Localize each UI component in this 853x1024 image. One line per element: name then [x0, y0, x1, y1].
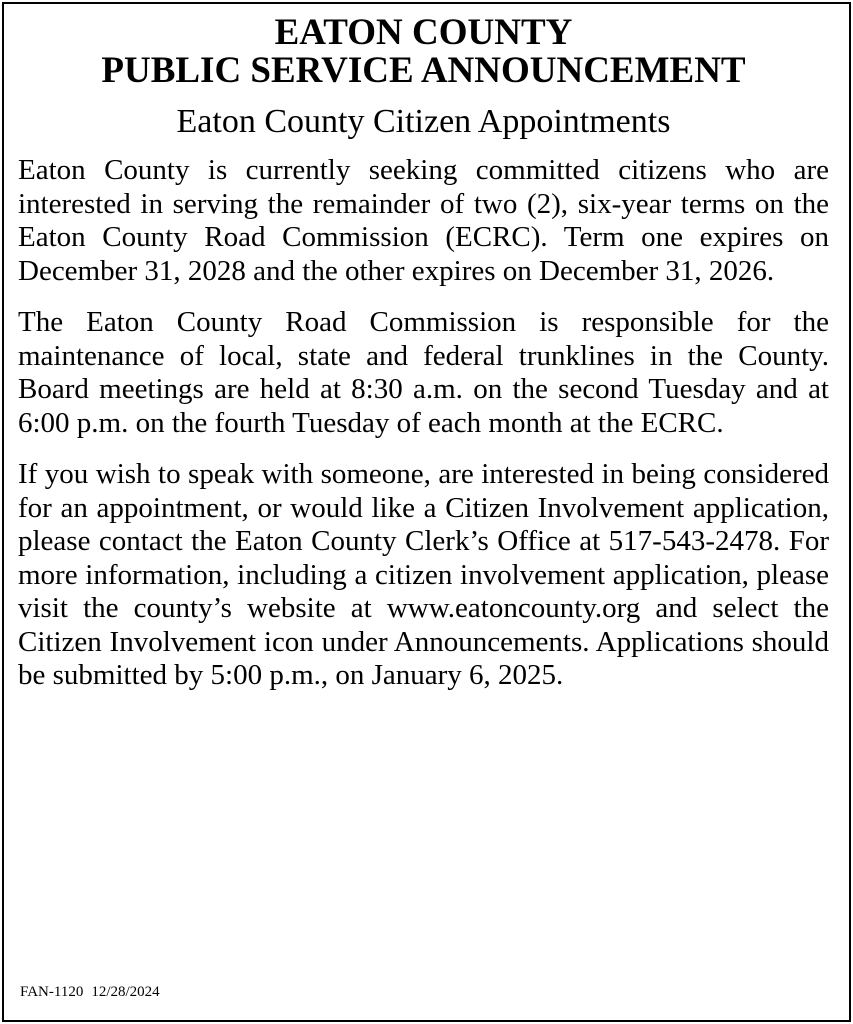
footer-reference	[20, 983, 160, 1001]
announcement-body	[18, 14, 829, 693]
header-title-line-2: PUBLIC SERVICE ANNOUNCEMENT	[101, 50, 746, 91]
paragraph-contact: If you wish to speak with someone, are interested in being considered for an appointment, or would like a Citizen Involvement application, please contact the Eaton County Clerk’s Office at 517-543-2478. For more information, including a citizen involvement application, please visit the county’s website at www.eatoncounty.org and select the Citizen Involvement icon under Announcements. Applications should be submitted by 5:00 p.m., on January 6, 2025.	[18, 458, 829, 691]
announcement-subtitle: Eaton County Citizen Appointments	[176, 103, 671, 140]
footer-code: FAN-1120	[20, 984, 84, 1000]
paragraph-vacancy: Eaton County is currently seeking committed citizens who are interested in serving the remainder of two (2), six-year terms on the Eaton County Road Commission (ECRC). Term one expires on December 31, 2028 and the other expires on December 31, 2026.	[18, 154, 829, 287]
paragraph-meetings: The Eaton County Road Commission is responsible for the maintenance of local, state and federal trunklines in the County. Board meetings are held at 8:30 a.m. on the second Tuesday and at 6:00 p.m. on the fourth Tuesday of each month at the ECRC.	[18, 306, 829, 439]
header-title-line-1: EATON COUNTY	[274, 12, 573, 53]
footer-date: 12/28/2024	[91, 984, 160, 1000]
